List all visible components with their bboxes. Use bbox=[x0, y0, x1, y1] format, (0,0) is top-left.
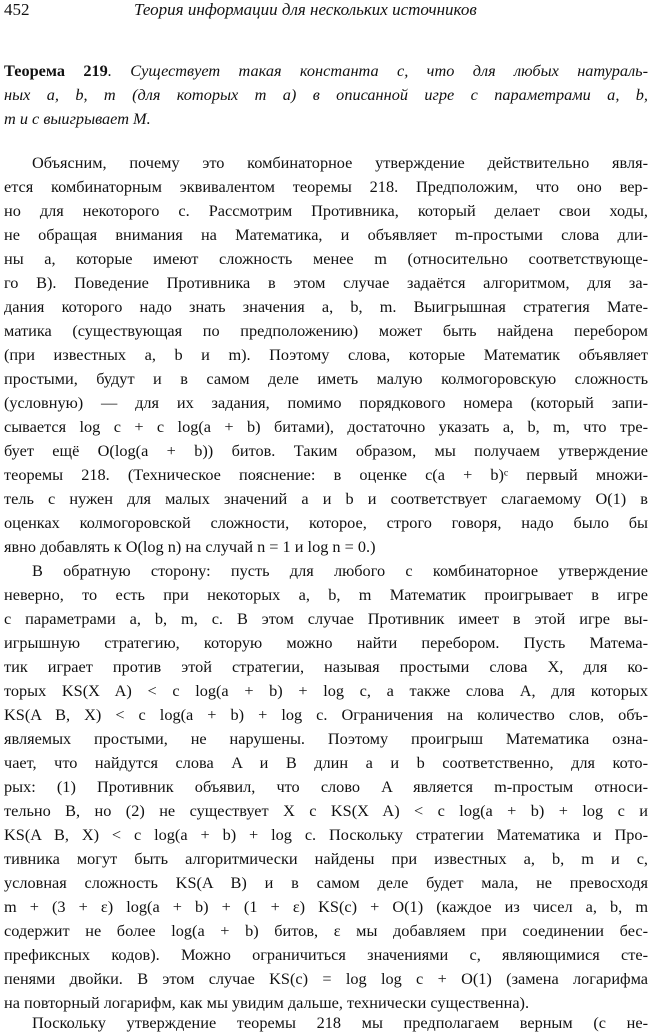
paragraph-line: пенями двойки. В этом случае KS(c) = log log c + O(1) (замена логарифма bbox=[4, 969, 648, 988]
paragraph-line: сывается log c + c log(a + b) битами), достаточно указать a, b, m, что тре- bbox=[4, 417, 648, 436]
theorem-label: Теорема 219 bbox=[4, 61, 108, 80]
paragraph-line: тель c нужен для малых значений a и b и соответствует слагаемому O(1) в bbox=[4, 489, 648, 508]
paragraph-line: чает, что найдутся слова A и B длин a и b соответственно, для кото- bbox=[4, 753, 648, 772]
theorem-text: . Существует такая константа c, что для любых натураль- bbox=[107, 61, 648, 80]
page-number: 452 bbox=[4, 0, 30, 19]
paragraph-line: дания которого надо знать значения a, b, m. Выигрышная стратегия Мате- bbox=[4, 297, 648, 316]
paragraph-line: (условную) — для их задания, помимо порядкового номера (который запи- bbox=[4, 393, 648, 412]
paragraph-line: KS(A B, X) < c log(a + b) + log c. Поскольку стратегии Математика и Про- bbox=[4, 825, 648, 844]
paragraph-line: простыми, будут и в самом деле иметь малую колмогоровскую сложность bbox=[4, 369, 648, 388]
theorem-line: ных a, b, m (для которых m a) в описанной игре с параметрами a, b, bbox=[4, 85, 648, 104]
paragraph-line: ется комбинаторным эквивалентом теоремы 218. Предположим, что оно вер- bbox=[4, 177, 648, 196]
paragraph-line: (при известных a, b и m). Поэтому слова, которые Математик объявляет bbox=[4, 345, 648, 364]
paragraph-line: оценках колмогоровской сложности, которое, строго говоря, надо было бы bbox=[4, 513, 648, 532]
paragraph-line: торых KS(X A) < c log(a + b) + log c, а также слова A, для которых bbox=[4, 681, 648, 700]
paragraph-line: ны a, которые имеют сложность менее m (относительно соответствующе- bbox=[4, 249, 648, 268]
paragraph-line: на повторный логарифм, как мы увидим дальше, технически существенна). bbox=[4, 993, 530, 1012]
paragraph-line: m + (3 + ε) log(a + b) + (1 + ε) KS(c) + O(1) (каждое из чисел a, b, m bbox=[4, 897, 648, 916]
paragraph-line: Объясним, почему это комбинаторное утверждение действительно явля- bbox=[32, 153, 648, 172]
theorem-line: m и c выигрывает M. bbox=[4, 109, 151, 128]
paragraph-line: рых: (1) Противник объявил, что слово A является m-простым относи- bbox=[4, 777, 648, 796]
paragraph-line: бует ещё O(log(a + b)) битов. Таким образом, мы получаем утверждение bbox=[4, 441, 648, 460]
running-title: Теория информации для нескольких источников bbox=[134, 0, 477, 19]
paragraph-line: являемых простыми, не нарушены. Поэтому проигрыш Математика озна- bbox=[4, 729, 648, 748]
paragraph-line: тельно B, но (2) не существует X с KS(X A) < c log(a + b) + log c и bbox=[4, 801, 648, 820]
paragraph-line: явно добавлять к O(log n) на случай n = 1 и log n = 0.) bbox=[4, 537, 376, 556]
paragraph-line: В обратную сторону: пусть для любого c комбинаторное утверждение bbox=[32, 561, 648, 580]
paragraph-line: не обращая внимания на Математика, и объявляет m-простыми слова дли- bbox=[4, 225, 648, 244]
paragraph-line: содержит не более log(a + b) битов, ε мы добавляем при соединении бес- bbox=[4, 921, 648, 940]
paragraph-line: теоремы 218. (Техническое пояснение: в оценке c(a + b)ᶜ первый множи- bbox=[4, 465, 648, 484]
paragraph-line: игрышную стратегию, которую можно найти перебором. Пусть Матема- bbox=[4, 633, 648, 652]
paragraph-line: го B). Поведение Противника в этом случае задаётся алгоритмом, для за- bbox=[4, 273, 648, 292]
paragraph-line: с параметрами a, b, m, c. В этом случае Противник имеет в этой игре вы- bbox=[4, 609, 648, 628]
paragraph-line: префиксных кодов). Можно ограничиться значениями c, являющимися сте- bbox=[4, 945, 648, 964]
paragraph-line: неверно, то есть при некоторых a, b, m Математик проигрывает в игре bbox=[4, 585, 648, 604]
paragraph-line: матика (существующая по предположению) может быть найдена перебором bbox=[4, 321, 648, 340]
paragraph-line: KS(A B, X) < c log(a + b) + log c. Ограничения на количество слов, объ- bbox=[4, 705, 648, 724]
paragraph-line: тивника могут быть алгоритмически найдены при известных a, b, m и c, bbox=[4, 849, 648, 868]
paragraph-line: но для некоторого c. Рассмотрим Противника, который делает свои ходы, bbox=[4, 201, 648, 220]
running-head bbox=[4, 0, 648, 22]
paragraph-line: тик играет против этой стратегии, называя простыми слова X, для ко- bbox=[4, 657, 648, 676]
paragraph-line: Поскольку утверждение теоремы 218 мы предполагаем верным (с не- bbox=[32, 1013, 648, 1032]
theorem-line bbox=[4, 60, 648, 84]
paragraph-line: условная сложность KS(A B) и в самом деле будет мала, не превосходя bbox=[4, 873, 648, 892]
